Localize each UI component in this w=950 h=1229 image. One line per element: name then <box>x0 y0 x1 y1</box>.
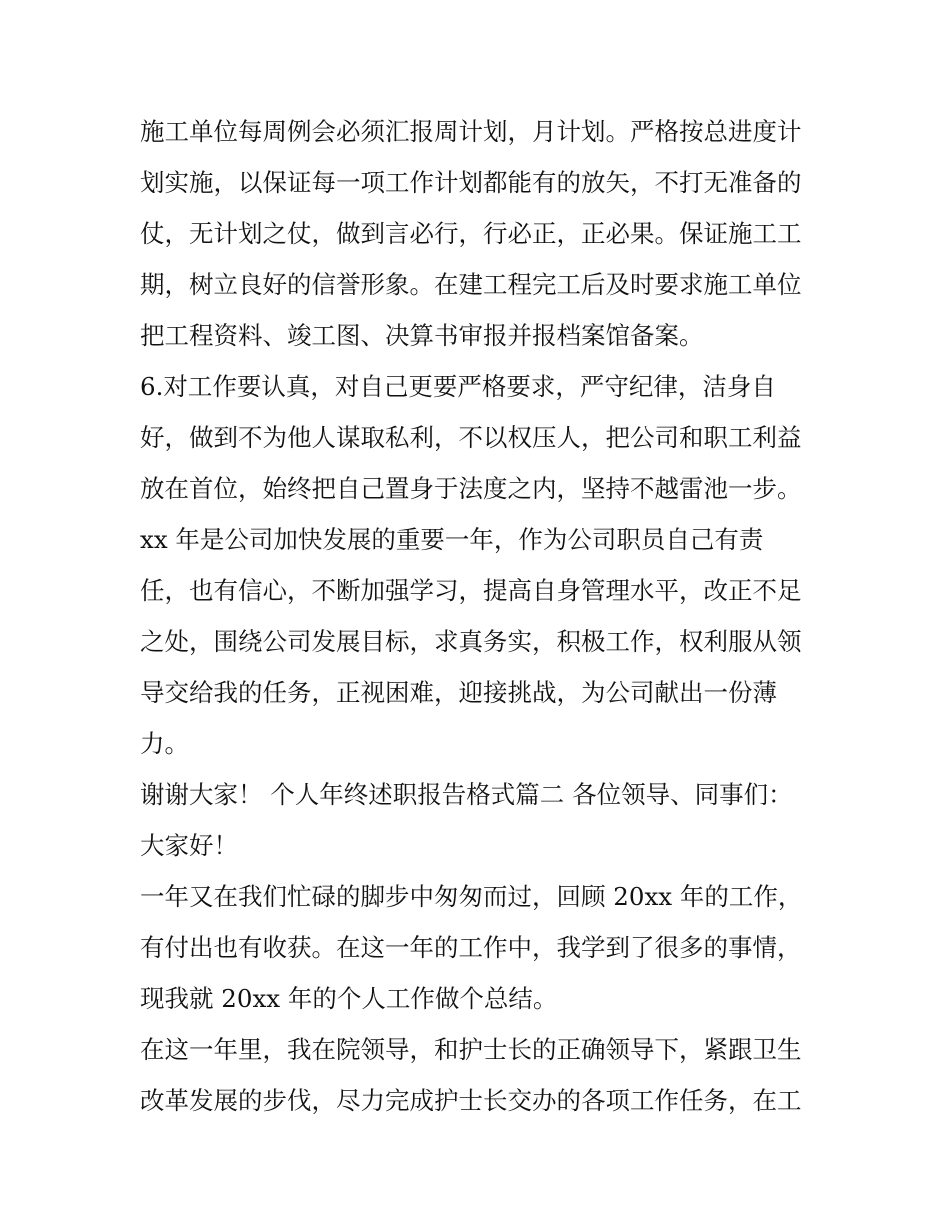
text-line: 施工单位每周例会必须汇报周计划，月计划。严格按总进度计 <box>140 117 802 146</box>
text-line: 放在首位，始终把自己置身于法度之内，坚持不越雷池一步。 <box>140 474 802 503</box>
text-line: 改革发展的步伐，尽力完成护士长交办的各项工作任务，在工 <box>140 1086 802 1115</box>
text-line: 大家好！ <box>140 831 238 860</box>
text-line: 划实施，以保证每一项工作计划都能有的放矢，不打无准备的 <box>140 168 802 197</box>
text-line: 把工程资料、竣工图、决算书审报并报档案馆备案。 <box>140 321 704 350</box>
text-line: 一年又在我们忙碌的脚步中匆匆而过，回顾 20xx 年的工作， <box>140 882 803 911</box>
text-line: 之处，围绕公司发展目标，求真务实，积极工作，权利服从领 <box>140 627 802 656</box>
text-line: 期，树立良好的信誉形象。在建工程完工后及时要求施工单位 <box>140 270 802 299</box>
text-line: 有付出也有收获。在这一年的工作中，我学到了很多的事情， <box>140 933 802 962</box>
text-line: xx 年是公司加快发展的重要一年，作为公司职员自己有责 <box>140 525 764 554</box>
text-line: 仗，无计划之仗，做到言必行，行必正，正必果。保证施工工 <box>140 219 802 248</box>
text-line: 谢谢大家！ 个人年终述职报告格式篇二 各位领导、同事们： <box>140 780 793 809</box>
text-line: 在这一年里，我在院领导，和护士长的正确领导下，紧跟卫生 <box>140 1035 802 1064</box>
text-line: 力。 <box>140 729 189 758</box>
text-line: 任，也有信心，不断加强学习，提高自身管理水平，改正不足 <box>140 576 802 605</box>
document-body <box>140 106 820 1126</box>
text-line: 导交给我的任务，正视困难，迎接挑战，为公司献出一份薄 <box>140 678 777 707</box>
text-line: 现我就 20xx 年的个人工作做个总结。 <box>140 984 558 1013</box>
text-line: 好，做到不为他人谋取私利，不以权压人，把公司和职工利益 <box>140 423 802 452</box>
text-line: 6.对工作要认真，对自己更要严格要求，严守纪律，洁身自 <box>140 372 776 401</box>
